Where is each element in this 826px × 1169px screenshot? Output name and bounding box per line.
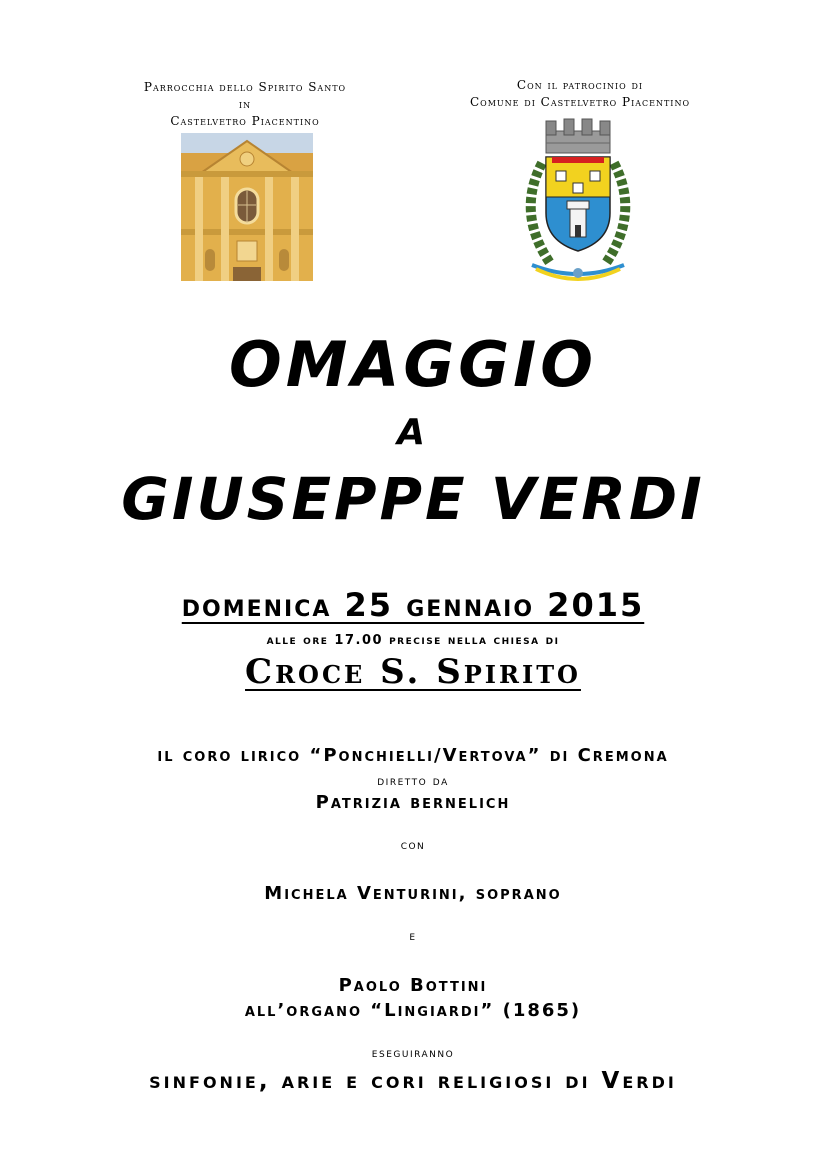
event-time: alle ore 17.00 precise nella chiesa di [266, 633, 560, 648]
parish-header [80, 79, 410, 130]
title-giuseppe-verdi: GIUSEPPE VERDI [121, 465, 705, 533]
with-label: con [400, 838, 426, 853]
church-facade-image [181, 133, 313, 281]
event-place-block [0, 652, 826, 692]
organ-line: all’organo “Lingiardi” (1865) [244, 1000, 582, 1021]
directed-by-label: diretto da [377, 774, 449, 789]
event-place: Croce S. Spirito [245, 652, 581, 692]
perform-label: eseguiranno [371, 1046, 455, 1061]
title-omaggio: OMAGGIO [229, 328, 597, 401]
event-date: domenica 25 gennaio 2015 [181, 586, 645, 624]
patronage-label: Con il patrocinio di [516, 78, 644, 92]
works-line: sinfonie, arie e cori religiosi di Verdi [149, 1068, 677, 1094]
parish-in: in [238, 97, 252, 111]
parish-name: Parrocchia dello Spirito Santo [143, 80, 347, 94]
event-date-block [0, 586, 826, 624]
parish-town: Castelvetro Piacentino [170, 114, 320, 128]
director-name: Patrizia bernelich [315, 792, 511, 813]
choir-line: il coro lirico “Ponchielli/Vertova” di Cremona [157, 745, 669, 766]
and-label: e [409, 929, 417, 944]
soprano-line: Michela Venturini, soprano [264, 883, 562, 904]
patronage-header [420, 77, 740, 111]
coat-of-arms-image [512, 113, 644, 291]
patronage-municipality: Comune di Castelvetro Piacentino [469, 95, 691, 109]
title-a: A [397, 412, 429, 453]
organist-name: Paolo Bottini [338, 975, 488, 996]
